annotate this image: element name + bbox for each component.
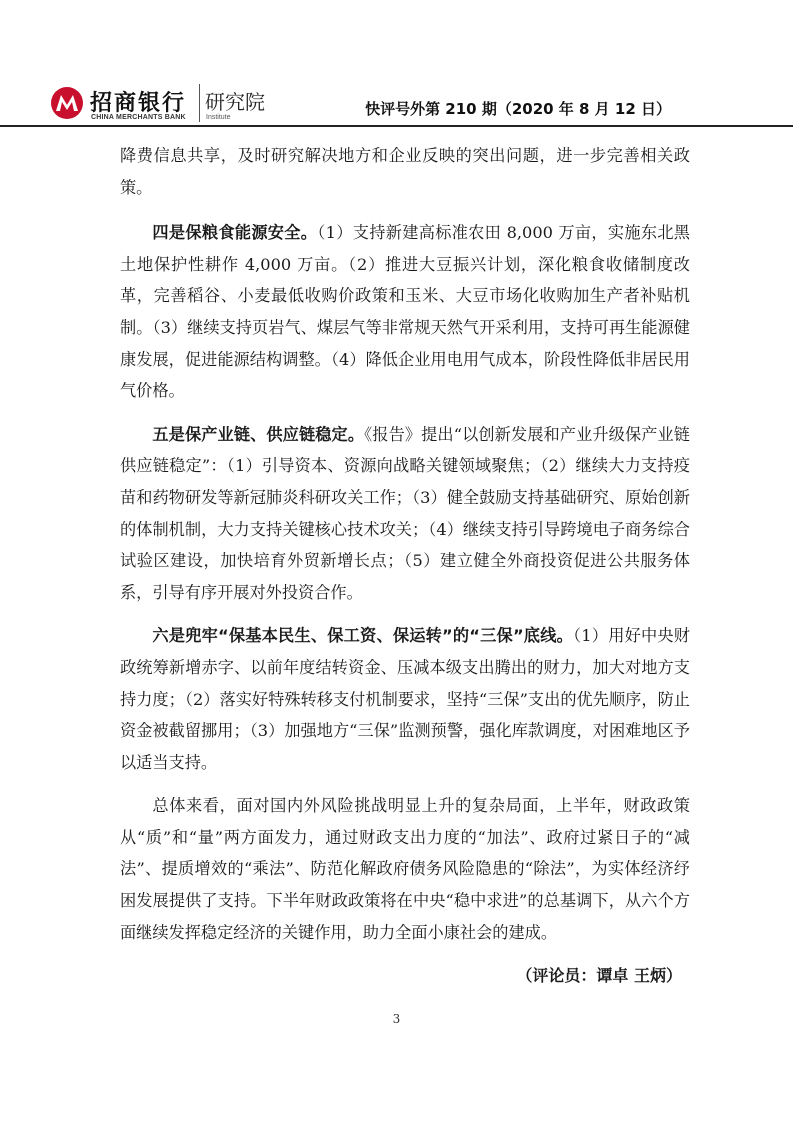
- commentator-signature: （评论员：谭卓 王炳）: [516, 966, 682, 986]
- cmb-logo-icon: [50, 86, 84, 120]
- summary-paragraph: 总体来看，面对国内外风险挑战明显上升的复杂局面，上半年，财政政策从“质”和“量”两方面发力，通过财政支出力度的“加法”、政府过紧日子的“减法”、提质增效的“乘法”、防范化解政府债务风险隐患的“除法”，为实体经济纾困发展提供了支持。下半年财政政策将在中央“稳中求进”的总基调下，从六个方面继续发挥稳定经济的关键作用，助力全面小康社会的建成。: [120, 796, 690, 942]
- section-lead: 五是保产业链、供应链稳定。: [152, 424, 365, 444]
- section-body: 《报告》提出“以创新发展和产业升级保产业链供应链稳定”：（1）引导资本、资源向战略关键领域聚焦；（2）继续大力支持疫苗和药物研发等新冠肺炎科研攻关工作；（3）健全鼓励支持基础研究、原始创新的体制机制，大力支持关键核心技术攻关；（4）继续支持引导跨境电子商务综合试验区建设，加快培育外贸新增长点；（5）建立健全外商投资促进公共服务体系，引导有序开展对外投资合作。: [120, 424, 690, 602]
- section-lead: 六是兜牢“保基本民生、保工资、保运转”的“三保”底线。: [152, 626, 573, 646]
- issue-label: 快评号外第 210 期（2020 年 8 月 12 日）: [365, 100, 671, 118]
- intro-paragraph: 降费信息共享，及时研究解决地方和企业反映的突出问题，进一步完善相关政策。: [120, 146, 690, 197]
- section-three-guarantees: [120, 620, 690, 778]
- page-number: 3: [392, 1012, 401, 1026]
- document-body: [120, 140, 690, 991]
- logo-divider: [199, 84, 200, 122]
- section-lead: 四是保粮食能源安全。: [152, 223, 318, 243]
- page-header: [0, 0, 793, 130]
- header-rule: [0, 125, 793, 127]
- section-food-energy: [120, 217, 690, 407]
- section-body: （1）用好中央财政统筹新增赤字、以前年度结转资金、压减本级支出腾出的财力，加大对地方支持力度；（2）落实好特殊转移支付机制要求，坚持“三保”支出的优先顺序，防止资金被截留挪用；（3）加强地方“三保”监测预警，强化库款调度，对困难地区予以适当支持。: [120, 626, 690, 772]
- institute-name: 研究院: [205, 90, 265, 114]
- logo-chinese-name: 招商银行: [90, 91, 187, 116]
- logo-english-name: CHINA MERCHANTS BANK: [91, 114, 186, 121]
- institute-english: Institute: [206, 114, 231, 121]
- section-body: （1）支持新建高标准农田 8,000 万亩，实施东北黑土地保护性耕作 4,000 万亩。（2）推进大豆振兴计划，深化粮食收储制度改革，完善稻谷、小麦最低收购价政策和玉米、大豆市场化收购加生产者补贴机制。（3）继续支持页岩气、煤层气等非常规天然气开采利用，支持可再生能源健康发展，促进能源结构调整。（4）降低企业用电用气成本，阶段性降低非居民用气价格。: [120, 223, 690, 401]
- section-supply-chain: [120, 419, 690, 609]
